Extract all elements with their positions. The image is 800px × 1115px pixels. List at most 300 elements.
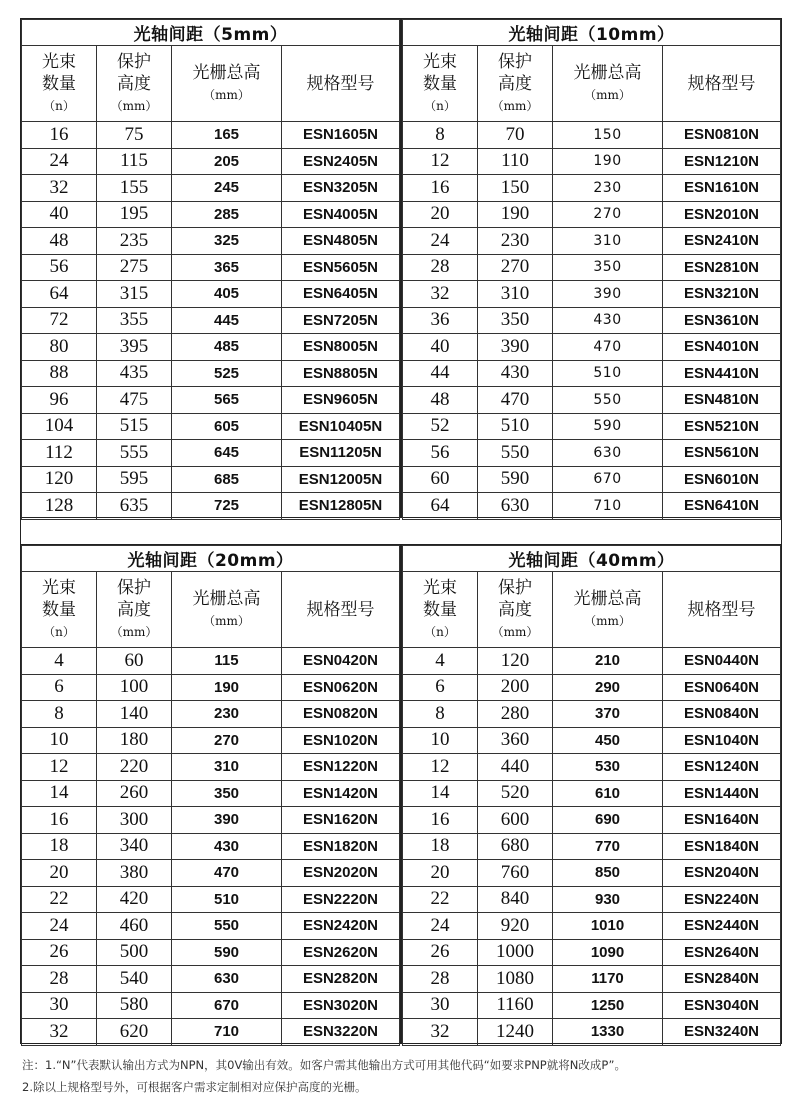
cell-count: 28 xyxy=(403,966,478,993)
cell-protect-height: 200 xyxy=(478,674,553,701)
header-row xyxy=(403,572,781,648)
table-row xyxy=(22,886,400,913)
cell-protect-height: 300 xyxy=(97,807,172,834)
cell-model: ESN1605N xyxy=(282,122,400,149)
cell-model: ESN2420N xyxy=(282,913,400,940)
spec-table xyxy=(21,545,400,1046)
cell-model: ESN2010N xyxy=(663,201,781,228)
cell-model: ESN2240N xyxy=(663,886,781,913)
header-protect-unit: （mm） xyxy=(110,98,158,113)
cell-count: 16 xyxy=(22,122,97,149)
cell-total-height: 770 xyxy=(553,833,663,860)
cell-count: 10 xyxy=(403,727,478,754)
header-total-l1: 光栅总高 xyxy=(573,588,642,609)
table-title: 光轴间距（5mm） xyxy=(22,20,400,46)
cell-count: 30 xyxy=(403,992,478,1019)
cell-protect-height: 555 xyxy=(97,440,172,467)
cell-total-height: 310 xyxy=(553,228,663,255)
header-model: 规格型号 xyxy=(282,46,400,122)
table-row xyxy=(403,334,781,361)
cell-count: 24 xyxy=(403,228,478,255)
table-row xyxy=(22,440,400,467)
header-protect xyxy=(478,572,553,648)
cell-protect-height: 280 xyxy=(478,701,553,728)
table-row xyxy=(403,833,781,860)
table-title: 光轴间距（20mm） xyxy=(22,546,400,572)
cell-model: ESN3040N xyxy=(663,992,781,1019)
cell-protect-height: 395 xyxy=(97,334,172,361)
cell-total-height: 605 xyxy=(172,413,282,440)
cell-total-height: 310 xyxy=(172,754,282,781)
header-total-unit: （mm） xyxy=(584,87,631,102)
cell-model: ESN7205N xyxy=(282,307,400,334)
cell-protect-height: 500 xyxy=(97,939,172,966)
cell-protect-height: 595 xyxy=(97,466,172,493)
cell-protect-height: 110 xyxy=(478,148,553,175)
header-count-l2: 数量 xyxy=(42,599,76,620)
table-row xyxy=(403,1019,781,1046)
footnotes xyxy=(22,1054,792,1098)
cell-total-height: 510 xyxy=(553,360,663,387)
cell-total-height: 350 xyxy=(553,254,663,281)
header-total-l1: 光栅总高 xyxy=(573,62,642,83)
cell-model: ESN1640N xyxy=(663,807,781,834)
cell-model: ESN3220N xyxy=(282,1019,400,1046)
table-row xyxy=(403,201,781,228)
table-row xyxy=(22,122,400,149)
cell-total-height: 485 xyxy=(172,334,282,361)
cell-protect-height: 390 xyxy=(478,334,553,361)
cell-total-height: 190 xyxy=(172,674,282,701)
cell-protect-height: 1160 xyxy=(478,992,553,1019)
cell-protect-height: 1240 xyxy=(478,1019,553,1046)
cell-total-height: 430 xyxy=(553,307,663,334)
cell-total-height: 365 xyxy=(172,254,282,281)
cell-count: 32 xyxy=(403,1019,478,1046)
table-row xyxy=(403,281,781,308)
header-protect xyxy=(478,46,553,122)
table-row xyxy=(403,254,781,281)
cell-protect-height: 760 xyxy=(478,860,553,887)
cell-count: 10 xyxy=(22,727,97,754)
cell-model: ESN2840N xyxy=(663,966,781,993)
cell-count: 30 xyxy=(22,992,97,1019)
table-5mm xyxy=(20,18,401,518)
spec-table xyxy=(21,19,400,520)
header-total-l1: 光栅总高 xyxy=(192,62,261,83)
table-row xyxy=(403,939,781,966)
cell-total-height: 1010 xyxy=(553,913,663,940)
cell-model: ESN3610N xyxy=(663,307,781,334)
table-row xyxy=(22,701,400,728)
cell-count: 4 xyxy=(22,648,97,675)
header-total xyxy=(172,46,282,122)
table-row xyxy=(403,228,781,255)
header-model: 规格型号 xyxy=(663,46,781,122)
cell-count: 26 xyxy=(22,939,97,966)
header-count-l2: 数量 xyxy=(423,599,457,620)
cell-count: 40 xyxy=(22,201,97,228)
cell-protect-height: 590 xyxy=(478,466,553,493)
header-count xyxy=(22,572,97,648)
cell-total-height: 1250 xyxy=(553,992,663,1019)
header-protect-l1: 保护 xyxy=(498,577,532,598)
cell-count: 24 xyxy=(22,913,97,940)
cell-model: ESN4010N xyxy=(663,334,781,361)
cell-protect-height: 1080 xyxy=(478,966,553,993)
cell-count: 120 xyxy=(22,466,97,493)
cell-total-height: 1170 xyxy=(553,966,663,993)
cell-total-height: 1090 xyxy=(553,939,663,966)
table-gap-band xyxy=(20,518,782,544)
cell-total-height: 470 xyxy=(172,860,282,887)
cell-count: 96 xyxy=(22,387,97,414)
cell-protect-height: 230 xyxy=(478,228,553,255)
cell-count: 14 xyxy=(22,780,97,807)
cell-count: 18 xyxy=(22,833,97,860)
header-count-unit: （n） xyxy=(43,624,75,639)
cell-protect-height: 420 xyxy=(97,886,172,913)
table-row xyxy=(22,1019,400,1046)
table-row xyxy=(403,175,781,202)
header-total xyxy=(172,572,282,648)
cell-total-height: 445 xyxy=(172,307,282,334)
cell-total-height: 370 xyxy=(553,701,663,728)
cell-count: 104 xyxy=(22,413,97,440)
header-count-unit: （n） xyxy=(424,624,456,639)
table-row xyxy=(22,727,400,754)
cell-count: 8 xyxy=(22,701,97,728)
table-row xyxy=(22,860,400,887)
table-row xyxy=(22,254,400,281)
cell-protect-height: 150 xyxy=(478,175,553,202)
cell-model: ESN0440N xyxy=(663,648,781,675)
header-total-unit: （mm） xyxy=(203,613,250,628)
cell-total-height: 930 xyxy=(553,886,663,913)
cell-model: ESN1020N xyxy=(282,727,400,754)
cell-model: ESN5605N xyxy=(282,254,400,281)
cell-model: ESN6410N xyxy=(663,493,781,520)
cell-total-height: 230 xyxy=(553,175,663,202)
cell-total-height: 405 xyxy=(172,281,282,308)
cell-model: ESN8805N xyxy=(282,360,400,387)
cell-total-height: 590 xyxy=(172,939,282,966)
cell-protect-height: 440 xyxy=(478,754,553,781)
table-title: 光轴间距（40mm） xyxy=(403,546,781,572)
cell-protect-height: 920 xyxy=(478,913,553,940)
cell-total-height: 325 xyxy=(172,228,282,255)
header-count xyxy=(403,572,478,648)
table-row xyxy=(22,780,400,807)
table-row xyxy=(22,307,400,334)
cell-total-height: 450 xyxy=(553,727,663,754)
cell-protect-height: 510 xyxy=(478,413,553,440)
header-count-unit: （n） xyxy=(424,98,456,113)
cell-protect-height: 520 xyxy=(478,780,553,807)
header-total xyxy=(553,572,663,648)
table-row xyxy=(403,966,781,993)
table-40mm xyxy=(401,544,782,1044)
note-1: 注：1.“N”代表默认输出方式为NPN，其0V输出有效。如客户需其他输出方式可用其他代码“如要求PNP就将N改成P”。 xyxy=(22,1058,626,1072)
header-protect-l1: 保护 xyxy=(117,577,151,598)
cell-model: ESN2405N xyxy=(282,148,400,175)
cell-total-height: 245 xyxy=(172,175,282,202)
table-row xyxy=(403,440,781,467)
cell-total-height: 150 xyxy=(553,122,663,149)
cell-total-height: 710 xyxy=(172,1019,282,1046)
cell-count: 16 xyxy=(403,175,478,202)
table-row xyxy=(403,148,781,175)
cell-protect-height: 620 xyxy=(97,1019,172,1046)
cell-count: 48 xyxy=(403,387,478,414)
cell-total-height: 115 xyxy=(172,648,282,675)
cell-protect-height: 140 xyxy=(97,701,172,728)
cell-protect-height: 190 xyxy=(478,201,553,228)
cell-model: ESN8005N xyxy=(282,334,400,361)
header-total-unit: （mm） xyxy=(203,87,250,102)
header-protect xyxy=(97,572,172,648)
cell-count: 22 xyxy=(22,886,97,913)
table-row xyxy=(22,992,400,1019)
cell-model: ESN4005N xyxy=(282,201,400,228)
cell-count: 24 xyxy=(403,913,478,940)
cell-count: 40 xyxy=(403,334,478,361)
cell-model: ESN2040N xyxy=(663,860,781,887)
cell-count: 72 xyxy=(22,307,97,334)
cell-protect-height: 310 xyxy=(478,281,553,308)
cell-total-height: 1330 xyxy=(553,1019,663,1046)
header-row xyxy=(22,572,400,648)
cell-count: 16 xyxy=(403,807,478,834)
cell-total-height: 690 xyxy=(553,807,663,834)
cell-protect-height: 120 xyxy=(478,648,553,675)
table-row xyxy=(403,648,781,675)
table-row xyxy=(403,122,781,149)
cell-protect-height: 340 xyxy=(97,833,172,860)
cell-model: ESN1420N xyxy=(282,780,400,807)
table-row xyxy=(403,780,781,807)
cell-model: ESN1610N xyxy=(663,175,781,202)
cell-count: 24 xyxy=(22,148,97,175)
cell-count: 28 xyxy=(22,966,97,993)
cell-protect-height: 260 xyxy=(97,780,172,807)
cell-count: 56 xyxy=(403,440,478,467)
cell-model: ESN10405N xyxy=(282,413,400,440)
cell-count: 16 xyxy=(22,807,97,834)
cell-count: 32 xyxy=(22,175,97,202)
table-row xyxy=(22,334,400,361)
cell-protect-height: 220 xyxy=(97,754,172,781)
cell-model: ESN6010N xyxy=(663,466,781,493)
cell-count: 20 xyxy=(403,201,478,228)
table-row xyxy=(22,175,400,202)
cell-count: 52 xyxy=(403,413,478,440)
cell-protect-height: 275 xyxy=(97,254,172,281)
cell-model: ESN1440N xyxy=(663,780,781,807)
cell-model: ESN2440N xyxy=(663,913,781,940)
cell-model: ESN12805N xyxy=(282,493,400,520)
table-row xyxy=(403,860,781,887)
cell-count: 112 xyxy=(22,440,97,467)
cell-model: ESN5610N xyxy=(663,440,781,467)
cell-total-height: 850 xyxy=(553,860,663,887)
header-model: 规格型号 xyxy=(663,572,781,648)
table-row xyxy=(22,281,400,308)
header-count-l2: 数量 xyxy=(42,73,76,94)
cell-count: 28 xyxy=(403,254,478,281)
cell-model: ESN0840N xyxy=(663,701,781,728)
cell-protect-height: 315 xyxy=(97,281,172,308)
cell-model: ESN1220N xyxy=(282,754,400,781)
table-row xyxy=(22,466,400,493)
cell-total-height: 230 xyxy=(172,701,282,728)
cell-protect-height: 550 xyxy=(478,440,553,467)
cell-protect-height: 1000 xyxy=(478,939,553,966)
cell-protect-height: 270 xyxy=(478,254,553,281)
table-row xyxy=(22,387,400,414)
cell-model: ESN1040N xyxy=(663,727,781,754)
table-row xyxy=(403,493,781,520)
cell-total-height: 205 xyxy=(172,148,282,175)
table-row xyxy=(403,807,781,834)
cell-count: 26 xyxy=(403,939,478,966)
cell-count: 6 xyxy=(403,674,478,701)
cell-count: 22 xyxy=(403,886,478,913)
note-2: 2.除以上规格型号外，可根据客户需求定制相对应保护高度的光栅。 xyxy=(22,1080,367,1094)
header-protect-unit: （mm） xyxy=(110,624,158,639)
cell-count: 44 xyxy=(403,360,478,387)
cell-model: ESN5210N xyxy=(663,413,781,440)
cell-total-height: 430 xyxy=(172,833,282,860)
cell-protect-height: 75 xyxy=(97,122,172,149)
header-row xyxy=(403,46,781,122)
cell-count: 64 xyxy=(403,493,478,520)
header-count-l1: 光束 xyxy=(423,51,457,72)
cell-protect-height: 430 xyxy=(478,360,553,387)
table-row xyxy=(22,939,400,966)
cell-total-height: 270 xyxy=(553,201,663,228)
table-row xyxy=(403,754,781,781)
cell-total-height: 165 xyxy=(172,122,282,149)
cell-count: 8 xyxy=(403,122,478,149)
table-row xyxy=(403,913,781,940)
header-protect-l1: 保护 xyxy=(117,51,151,72)
table-row xyxy=(403,413,781,440)
table-20mm xyxy=(20,544,401,1044)
table-row xyxy=(403,307,781,334)
cell-model: ESN0420N xyxy=(282,648,400,675)
cell-count: 128 xyxy=(22,493,97,520)
cell-count: 14 xyxy=(403,780,478,807)
header-protect-unit: （mm） xyxy=(491,98,539,113)
header-count xyxy=(403,46,478,122)
table-row xyxy=(22,966,400,993)
cell-protect-height: 435 xyxy=(97,360,172,387)
cell-model: ESN2220N xyxy=(282,886,400,913)
table-row xyxy=(22,493,400,520)
cell-model: ESN11205N xyxy=(282,440,400,467)
cell-protect-height: 155 xyxy=(97,175,172,202)
cell-model: ESN1840N xyxy=(663,833,781,860)
header-total-unit: （mm） xyxy=(584,613,631,628)
cell-total-height: 285 xyxy=(172,201,282,228)
cell-count: 12 xyxy=(403,754,478,781)
cell-total-height: 290 xyxy=(553,674,663,701)
cell-count: 80 xyxy=(22,334,97,361)
cell-count: 18 xyxy=(403,833,478,860)
header-row xyxy=(22,46,400,122)
cell-total-height: 630 xyxy=(172,966,282,993)
header-total-l1: 光栅总高 xyxy=(192,588,261,609)
cell-count: 32 xyxy=(403,281,478,308)
cell-protect-height: 115 xyxy=(97,148,172,175)
cell-count: 4 xyxy=(403,648,478,675)
header-model: 规格型号 xyxy=(282,572,400,648)
cell-total-height: 190 xyxy=(553,148,663,175)
cell-protect-height: 630 xyxy=(478,493,553,520)
cell-count: 64 xyxy=(22,281,97,308)
cell-total-height: 725 xyxy=(172,493,282,520)
cell-model: ESN2620N xyxy=(282,939,400,966)
cell-model: ESN4410N xyxy=(663,360,781,387)
cell-model: ESN3020N xyxy=(282,992,400,1019)
cell-total-height: 670 xyxy=(172,992,282,1019)
cell-count: 12 xyxy=(22,754,97,781)
cell-protect-height: 100 xyxy=(97,674,172,701)
cell-total-height: 550 xyxy=(172,913,282,940)
cell-count: 12 xyxy=(403,148,478,175)
header-total xyxy=(553,46,663,122)
cell-total-height: 210 xyxy=(553,648,663,675)
cell-model: ESN1620N xyxy=(282,807,400,834)
cell-total-height: 270 xyxy=(172,727,282,754)
cell-model: ESN3205N xyxy=(282,175,400,202)
header-protect xyxy=(97,46,172,122)
table-row xyxy=(403,992,781,1019)
cell-total-height: 685 xyxy=(172,466,282,493)
cell-model: ESN9605N xyxy=(282,387,400,414)
cell-total-height: 510 xyxy=(172,886,282,913)
cell-count: 60 xyxy=(403,466,478,493)
cell-model: ESN6405N xyxy=(282,281,400,308)
header-protect-l2: 高度 xyxy=(117,73,151,94)
table-row xyxy=(403,727,781,754)
cell-model: ESN0820N xyxy=(282,701,400,728)
cell-total-height: 710 xyxy=(553,493,663,520)
table-row xyxy=(22,648,400,675)
cell-model: ESN2820N xyxy=(282,966,400,993)
cell-total-height: 610 xyxy=(553,780,663,807)
cell-protect-height: 840 xyxy=(478,886,553,913)
cell-total-height: 390 xyxy=(553,281,663,308)
header-count-l1: 光束 xyxy=(423,577,457,598)
cell-model: ESN12005N xyxy=(282,466,400,493)
table-row xyxy=(22,201,400,228)
table-row xyxy=(22,913,400,940)
cell-model: ESN3240N xyxy=(663,1019,781,1046)
spec-table xyxy=(402,545,781,1046)
cell-total-height: 530 xyxy=(553,754,663,781)
cell-total-height: 670 xyxy=(553,466,663,493)
table-row xyxy=(22,807,400,834)
table-row xyxy=(403,360,781,387)
cell-model: ESN3210N xyxy=(663,281,781,308)
cell-protect-height: 460 xyxy=(97,913,172,940)
cell-total-height: 565 xyxy=(172,387,282,414)
cell-protect-height: 180 xyxy=(97,727,172,754)
cell-model: ESN0640N xyxy=(663,674,781,701)
cell-model: ESN0620N xyxy=(282,674,400,701)
